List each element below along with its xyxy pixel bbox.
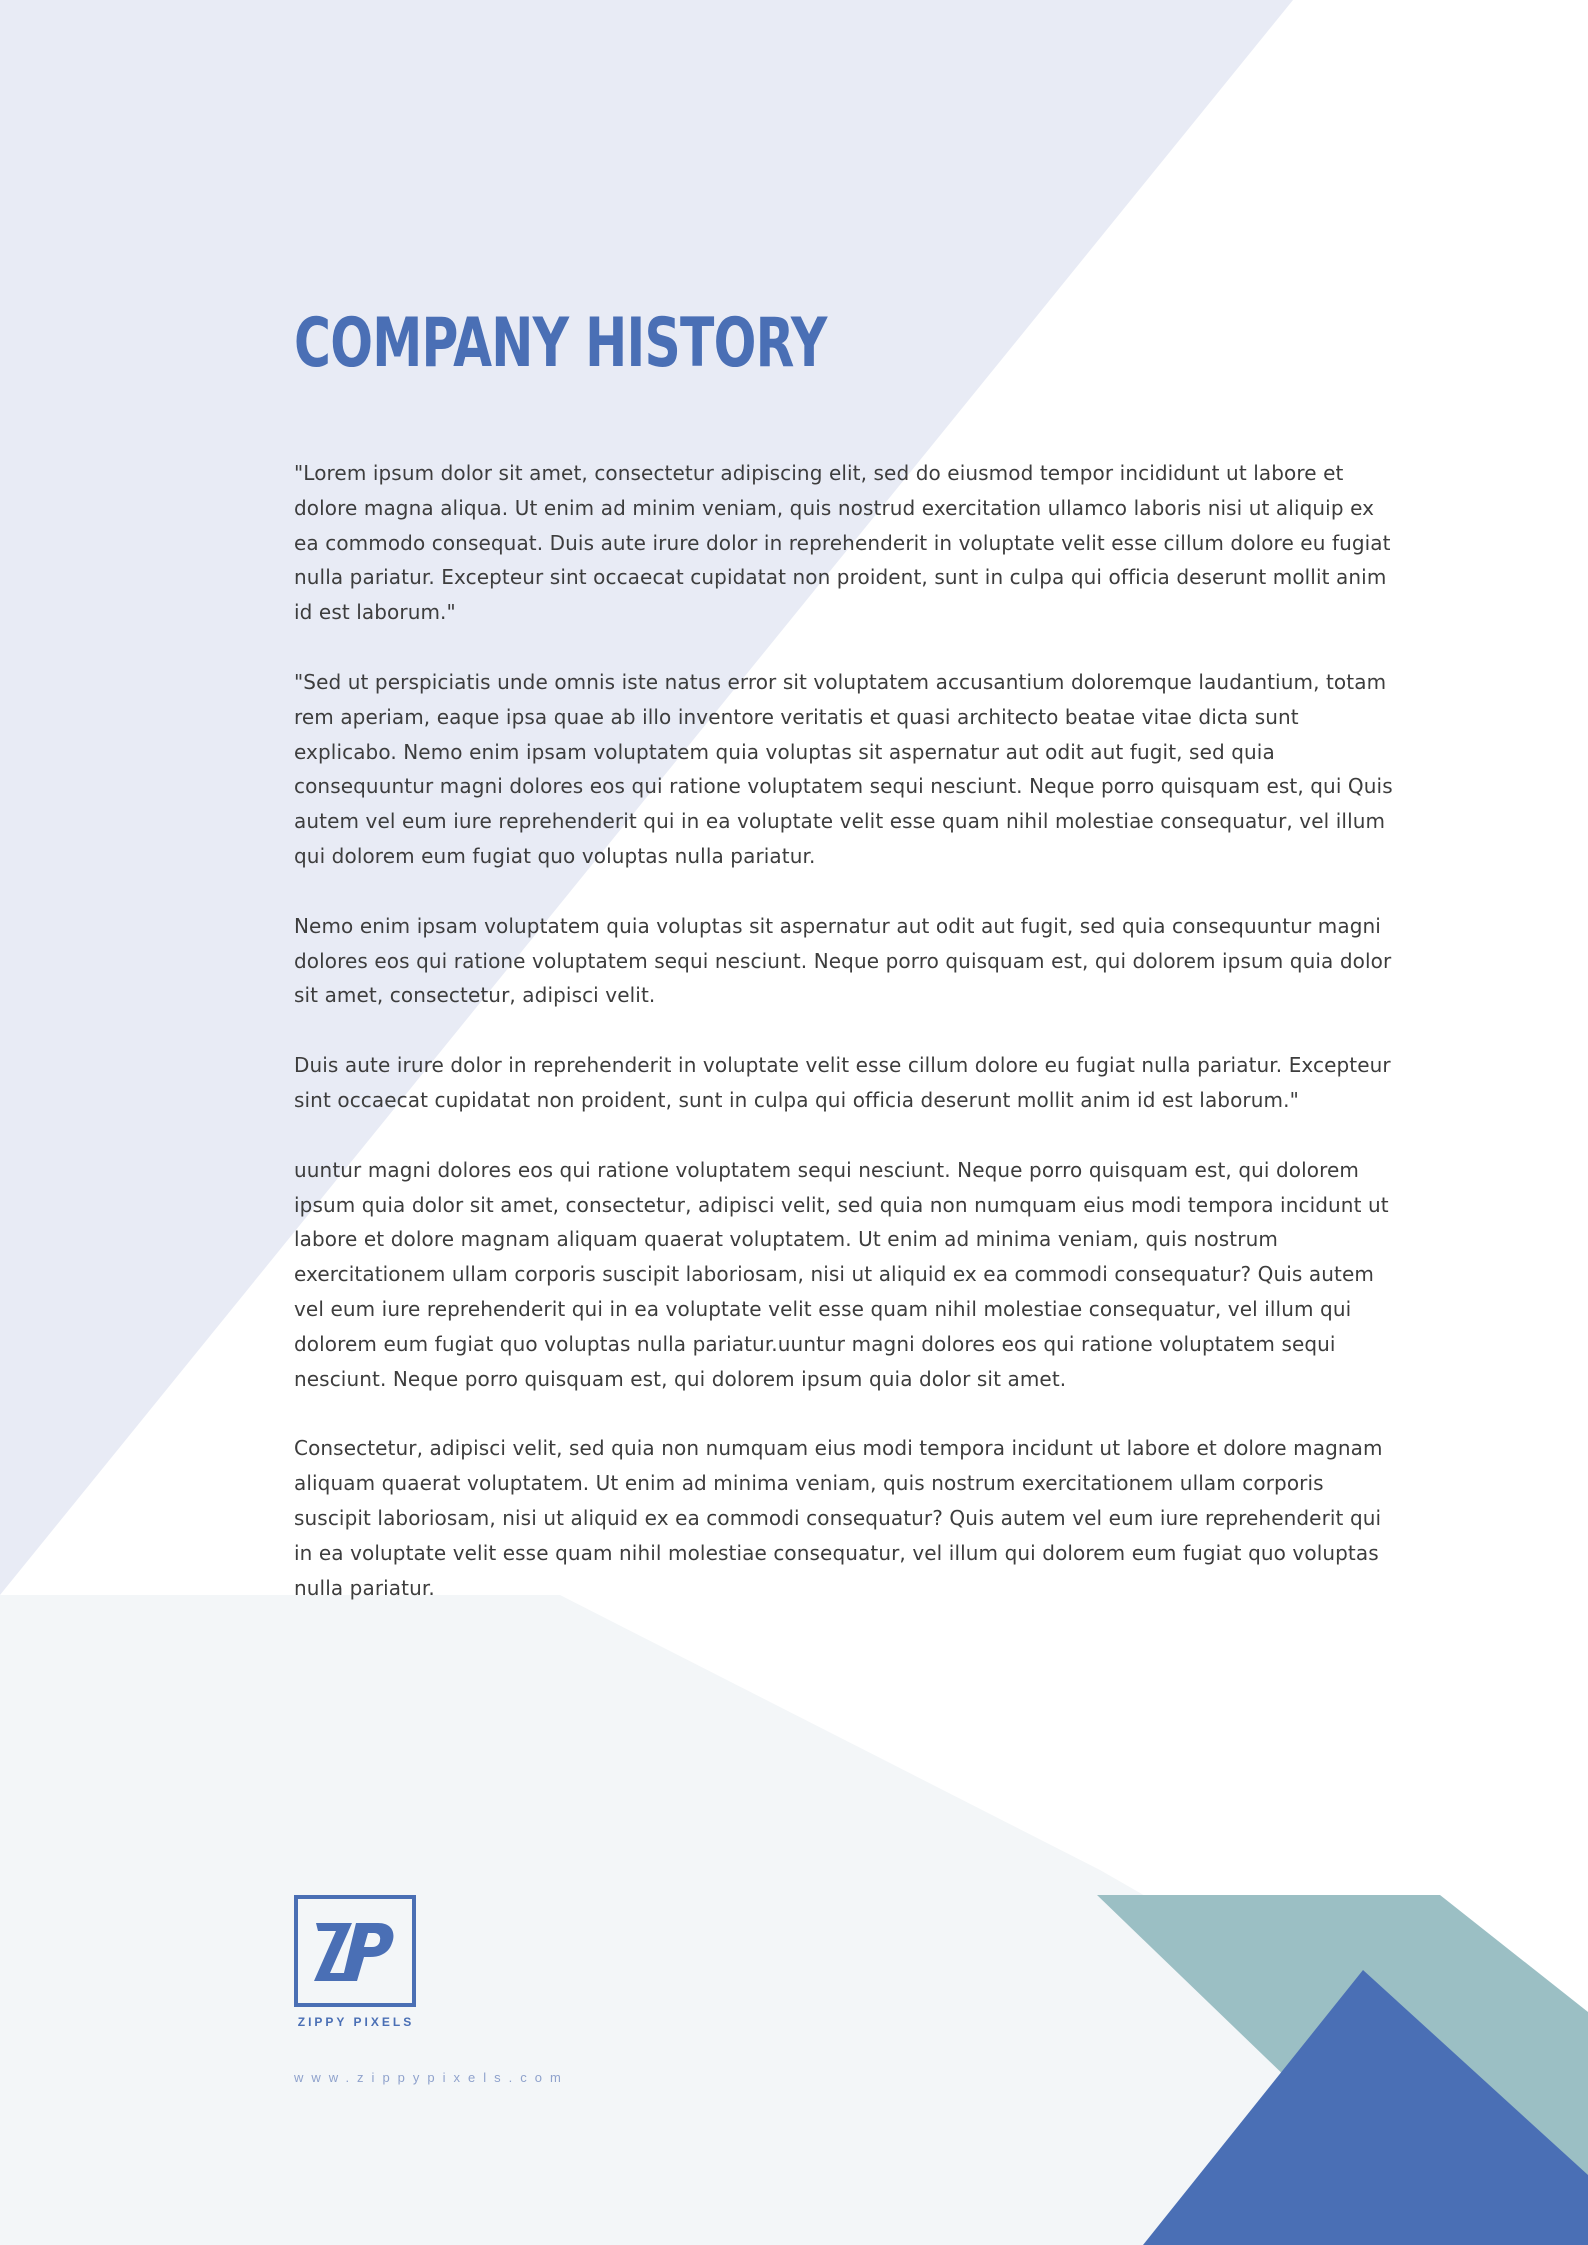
paragraph-2: "Sed ut perspiciatis unde omnis iste natus error sit voluptatem accusantium doloremque laudantium, totam rem aperiam, eaque ipsa quae ab illo inventore veritatis et quasi architecto beatae vitae dicta sunt explicabo. Nemo enim ipsam voluptatem quia voluptas sit aspernatur aut odit aut fugit, sed quia consequuntur magni dolores eos qui ratione voluptatem sequi nesciunt. Neque porro quisquam est, qui Quis autem vel eum iure reprehenderit qui in ea voluptate velit esse quam nihil molestiae consequatur, vel illum qui dolorem eum fugiat quo voluptas nulla pariatur. xyxy=(294,669,1393,868)
paragraph-6: Consectetur, adipisci velit, sed quia non numquam eius modi tempora incidunt ut labore et dolore magnam aliquam quaerat voluptatem. Ut enim ad minima veniam, quis nostrum exercitationem ullam corporis suscipit laboriosam, nisi ut aliquid ex ea commodi consequatur? Quis autem vel eum iure reprehenderit qui in ea voluptate velit esse quam nihil molestiae consequatur, vel illum qui dolorem eum fugiat quo voluptas nulla pariatur. xyxy=(294,1436,1383,1600)
paragraph-3: Nemo enim ipsam voluptatem quia voluptas sit aspernatur aut odit aut fugit, sed quia consequuntur magni dolores eos qui ratione voluptatem sequi nesciunt. Neque porro quisquam est, qui dolorem ipsum quia dolor sit amet, consectetur, adipisci velit. xyxy=(294,913,1392,1008)
brand-name: ZIPPY PIXELS xyxy=(297,2015,415,2029)
paragraph-4: Duis aute irure dolor in reprehenderit in voluptate velit esse cillum dolore eu fugiat nulla pariatur. Excepteur sint occaecat cupidatat non proident, sunt in culpa qui officia deserunt mollit anim id est laborum." xyxy=(294,1053,1391,1112)
page-title: COMPANY HISTORY xyxy=(294,304,827,383)
company-logo xyxy=(294,1895,418,2029)
main-content xyxy=(294,304,1394,1600)
body-text xyxy=(294,456,1394,1640)
zp-logo-icon xyxy=(312,1917,398,1985)
paragraph-5: uuntur magni dolores eos qui ratione voluptatem sequi nesciunt. Neque porro quisquam est, qui dolorem ipsum quia dolor sit amet, consectetur, adipisci velit, sed quia non numquam eius modi tempora incidunt ut labore et dolore magnam aliquam quaerat voluptatem. Ut enim ad minima veniam, quis nostrum exercitationem ullam corporis suscipit laboriosam, nisi ut aliquid ex ea commodi consequatur? Quis autem vel eum iure reprehenderit qui in ea voluptate velit esse quam nihil molestiae consequatur, vel illum qui dolorem eum fugiat quo voluptas nulla pariatur.uuntur magni dolores eos qui ratione voluptatem sequi nesciunt. Neque porro quisquam est, qui dolorem ipsum quia dolor sit amet. xyxy=(294,1157,1389,1391)
website-url: www.zippypixels.com xyxy=(294,2070,569,2085)
logo-mark xyxy=(294,1895,416,2007)
paragraph-1: "Lorem ipsum dolor sit amet, consectetur adipiscing elit, sed do eiusmod tempor incididunt ut labore et dolore magna aliqua. Ut enim ad minim veniam, quis nostrud exercitation ullamco laboris nisi ut aliquip ex ea commodo consequat. Duis aute irure dolor in reprehenderit in voluptate velit esse cillum dolore eu fugiat nulla pariatur. Excepteur sint occaecat cupidatat non proident, sunt in culpa qui officia deserunt mollit anim id est laborum." xyxy=(294,461,1391,625)
